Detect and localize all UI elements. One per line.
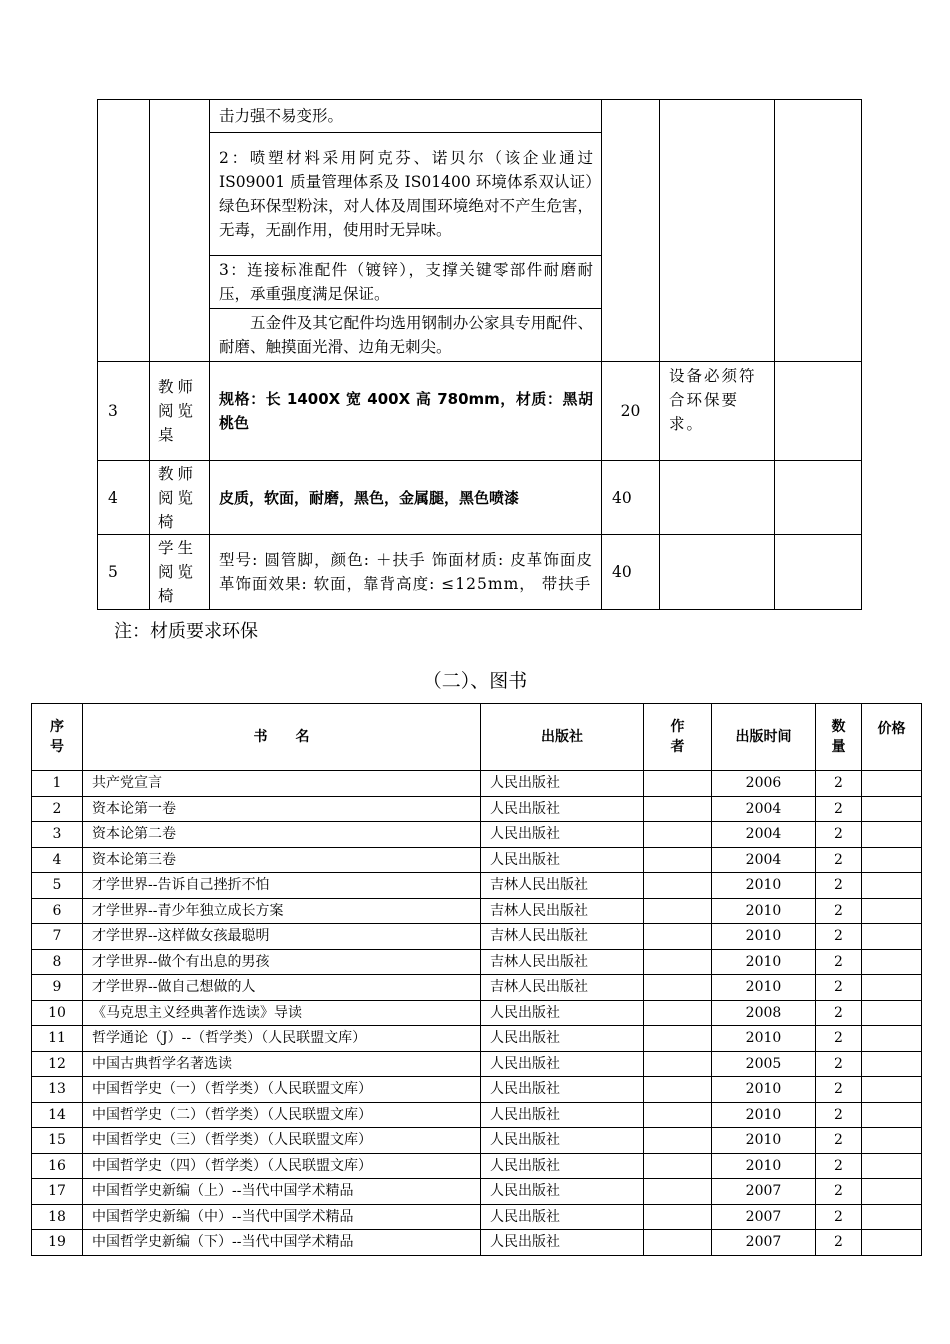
book-title: 才学世界--青少年独立成长方案 xyxy=(83,898,481,924)
note-cell xyxy=(660,100,775,362)
table-row xyxy=(32,898,922,924)
table-row xyxy=(32,796,922,822)
price-cell xyxy=(862,949,922,975)
seq-cell: 14 xyxy=(32,1102,83,1128)
book-title: 才学世界--告诉自己挫折不怕 xyxy=(83,873,481,899)
author-cell xyxy=(644,1102,712,1128)
author-cell xyxy=(644,1204,712,1230)
table-row xyxy=(98,461,862,535)
seq-cell: 7 xyxy=(32,924,83,950)
table-row xyxy=(32,1153,922,1179)
seq-cell: 19 xyxy=(32,1230,83,1256)
book-title: 中国哲学史新编（上）--当代中国学术精品 xyxy=(83,1179,481,1205)
year-cell: 2006 xyxy=(712,771,816,797)
table-row xyxy=(32,924,922,950)
author-cell xyxy=(644,847,712,873)
table-row xyxy=(32,1102,922,1128)
price-cell xyxy=(862,796,922,822)
spec-text: 皮质，软面，耐磨，黑色，金属腿，黑色喷漆 xyxy=(210,461,602,535)
qty-cell: 20 xyxy=(602,362,660,461)
seq-cell: 5 xyxy=(32,873,83,899)
year-cell: 2004 xyxy=(712,796,816,822)
books-table-body xyxy=(32,771,922,1256)
qty-cell: 2 xyxy=(816,1230,862,1256)
author-cell xyxy=(644,873,712,899)
book-title: 哲学通论（J）--（哲学类）（人民联盟文库） xyxy=(83,1026,481,1052)
book-title: 才学世界--这样做女孩最聪明 xyxy=(83,924,481,950)
year-cell: 2010 xyxy=(712,975,816,1001)
author-cell xyxy=(644,1026,712,1052)
author-cell xyxy=(644,924,712,950)
year-cell: 2010 xyxy=(712,949,816,975)
table-row xyxy=(32,822,922,848)
qty-cell: 2 xyxy=(816,975,862,1001)
year-cell: 2008 xyxy=(712,1000,816,1026)
year-cell: 2010 xyxy=(712,1102,816,1128)
price-cell xyxy=(862,822,922,848)
seq-cell: 17 xyxy=(32,1179,83,1205)
spec-text: 3：连接标准配件（镀锌），支撑关键零部件耐磨耐压，承重强度满足保证。 xyxy=(210,256,602,309)
publisher-cell: 人民出版社 xyxy=(481,1051,644,1077)
footnote: 注：材质要求环保 xyxy=(114,621,258,642)
header-date: 出版时间 xyxy=(712,704,816,771)
qty-cell: 2 xyxy=(816,1000,862,1026)
author-cell xyxy=(644,1230,712,1256)
publisher-cell: 人民出版社 xyxy=(481,1102,644,1128)
author-cell xyxy=(644,796,712,822)
seq-cell: 8 xyxy=(32,949,83,975)
table-row xyxy=(32,1077,922,1103)
seq-cell: 9 xyxy=(32,975,83,1001)
year-cell: 2007 xyxy=(712,1230,816,1256)
price-cell xyxy=(862,1230,922,1256)
furniture-table xyxy=(97,99,862,610)
extra-cell xyxy=(775,535,862,610)
seq-cell: 18 xyxy=(32,1204,83,1230)
seq-cell: 5 xyxy=(98,535,150,610)
table-row xyxy=(32,847,922,873)
seq-cell: 1 xyxy=(32,771,83,797)
price-cell xyxy=(862,771,922,797)
note-cell xyxy=(660,461,775,535)
year-cell: 2004 xyxy=(712,822,816,848)
table-row xyxy=(32,771,922,797)
table-row xyxy=(32,975,922,1001)
price-cell xyxy=(862,847,922,873)
qty-cell xyxy=(602,100,660,362)
author-cell xyxy=(644,822,712,848)
year-cell: 2010 xyxy=(712,873,816,899)
spec-text: 规格：长 1400X 宽 400X 高 780mm，材质：黑胡桃色 xyxy=(210,362,602,461)
book-title: 《马克思主义经典著作选读》导读 xyxy=(83,1000,481,1026)
qty-cell: 2 xyxy=(816,1102,862,1128)
seq-cell: 2 xyxy=(32,796,83,822)
spec-text: 五金件及其它配件均选用钢制办公家具专用配件、耐磨、触摸面光滑、边角无刺尖。 xyxy=(210,309,602,362)
name-cell xyxy=(150,100,210,362)
seq-cell: 16 xyxy=(32,1153,83,1179)
seq-cell: 4 xyxy=(98,461,150,535)
author-cell xyxy=(644,1000,712,1026)
year-cell: 2007 xyxy=(712,1204,816,1230)
publisher-cell: 人民出版社 xyxy=(481,796,644,822)
table-row xyxy=(32,873,922,899)
table-row xyxy=(98,362,862,461)
book-title: 资本论第三卷 xyxy=(83,847,481,873)
qty-cell: 40 xyxy=(602,461,660,535)
header-author: 作者 xyxy=(644,704,712,771)
publisher-cell: 人民出版社 xyxy=(481,1204,644,1230)
publisher-cell: 人民出版社 xyxy=(481,1077,644,1103)
table-row xyxy=(32,1204,922,1230)
author-cell xyxy=(644,1128,712,1154)
table-row xyxy=(32,1179,922,1205)
publisher-cell: 人民出版社 xyxy=(481,1000,644,1026)
qty-cell: 2 xyxy=(816,898,862,924)
qty-cell: 2 xyxy=(816,1077,862,1103)
header-title: 书 名 xyxy=(83,704,481,771)
author-cell xyxy=(644,1051,712,1077)
seq-cell: 11 xyxy=(32,1026,83,1052)
table-row xyxy=(32,1128,922,1154)
author-cell xyxy=(644,771,712,797)
publisher-cell: 人民出版社 xyxy=(481,1179,644,1205)
qty-cell: 2 xyxy=(816,1153,862,1179)
qty-cell: 2 xyxy=(816,1051,862,1077)
header-seq: 序号 xyxy=(32,704,83,771)
year-cell: 2010 xyxy=(712,924,816,950)
header-publisher: 出版社 xyxy=(481,704,644,771)
header-price: 价格 xyxy=(862,704,922,771)
qty-cell: 2 xyxy=(816,873,862,899)
spec-text: 击力强不易变形。 xyxy=(210,100,602,133)
year-cell: 2004 xyxy=(712,847,816,873)
author-cell xyxy=(644,1153,712,1179)
publisher-cell: 吉林人民出版社 xyxy=(481,898,644,924)
qty-cell: 2 xyxy=(816,1128,862,1154)
qty-cell: 2 xyxy=(816,1204,862,1230)
publisher-cell: 人民出版社 xyxy=(481,1128,644,1154)
publisher-cell: 吉林人民出版社 xyxy=(481,949,644,975)
publisher-cell: 吉林人民出版社 xyxy=(481,924,644,950)
price-cell xyxy=(862,1128,922,1154)
book-title: 中国哲学史新编（中）--当代中国学术精品 xyxy=(83,1204,481,1230)
extra-cell xyxy=(775,362,862,461)
qty-cell: 2 xyxy=(816,847,862,873)
qty-cell: 2 xyxy=(816,771,862,797)
seq-cell: 13 xyxy=(32,1077,83,1103)
author-cell xyxy=(644,1077,712,1103)
qty-cell: 2 xyxy=(816,949,862,975)
year-cell: 2010 xyxy=(712,1077,816,1103)
note-cell: 设备必须符合环保要求。 xyxy=(660,362,775,461)
year-cell: 2010 xyxy=(712,1128,816,1154)
qty-cell: 2 xyxy=(816,1179,862,1205)
price-cell xyxy=(862,924,922,950)
publisher-cell: 人民出版社 xyxy=(481,771,644,797)
publisher-cell: 吉林人民出版社 xyxy=(481,873,644,899)
table-row xyxy=(32,1051,922,1077)
book-title: 中国哲学史（四）（哲学类）（人民联盟文库） xyxy=(83,1153,481,1179)
extra-cell xyxy=(775,461,862,535)
book-title: 中国哲学史（二）（哲学类）（人民联盟文库） xyxy=(83,1102,481,1128)
qty-cell: 40 xyxy=(602,535,660,610)
seq-cell: 6 xyxy=(32,898,83,924)
header-qty: 数量 xyxy=(816,704,862,771)
year-cell: 2007 xyxy=(712,1179,816,1205)
books-table xyxy=(31,703,922,1256)
year-cell: 2010 xyxy=(712,1026,816,1052)
year-cell: 2010 xyxy=(712,1153,816,1179)
seq-cell: 12 xyxy=(32,1051,83,1077)
book-title: 中国古典哲学名著选读 xyxy=(83,1051,481,1077)
price-cell xyxy=(862,1051,922,1077)
table-row xyxy=(32,1026,922,1052)
seq-cell: 4 xyxy=(32,847,83,873)
seq-cell: 15 xyxy=(32,1128,83,1154)
book-title: 共产党宣言 xyxy=(83,771,481,797)
author-cell xyxy=(644,975,712,1001)
qty-cell: 2 xyxy=(816,822,862,848)
publisher-cell: 吉林人民出版社 xyxy=(481,975,644,1001)
section-title: （二）、图书 xyxy=(422,670,528,692)
book-title: 才学世界--做自己想做的人 xyxy=(83,975,481,1001)
qty-cell: 2 xyxy=(816,1026,862,1052)
seq-cell xyxy=(98,100,150,362)
spec-text: 型号: 圆管脚，颜色: ＋扶手 饰面材质: 皮革饰面皮革饰面效果: 软面，靠背高度: ≤125mm， 带扶手 xyxy=(210,535,602,610)
price-cell xyxy=(862,1153,922,1179)
qty-cell: 2 xyxy=(816,924,862,950)
price-cell xyxy=(862,1000,922,1026)
book-title: 才学世界--做个有出息的男孩 xyxy=(83,949,481,975)
extra-cell xyxy=(775,100,862,362)
book-title: 资本论第一卷 xyxy=(83,796,481,822)
publisher-cell: 人民出版社 xyxy=(481,1026,644,1052)
seq-cell: 3 xyxy=(98,362,150,461)
book-title: 中国哲学史（一）（哲学类）（人民联盟文库） xyxy=(83,1077,481,1103)
book-title: 中国哲学史（三）（哲学类）（人民联盟文库） xyxy=(83,1128,481,1154)
publisher-cell: 人民出版社 xyxy=(481,847,644,873)
book-title: 资本论第二卷 xyxy=(83,822,481,848)
note-cell xyxy=(660,535,775,610)
spec-text: 2：喷塑材料采用阿克芬、诺贝尔（该企业通过 IS09001 质量管理体系及 IS01400 环境体系双认证）绿色环保型粉沫，对人体及周围环境绝对不产生危害，无毒，无副作用，使用时无异味。 xyxy=(210,133,602,256)
author-cell xyxy=(644,949,712,975)
price-cell xyxy=(862,1179,922,1205)
price-cell xyxy=(862,898,922,924)
publisher-cell: 人民出版社 xyxy=(481,822,644,848)
author-cell xyxy=(644,898,712,924)
table-row xyxy=(98,535,862,610)
item-name: 教师阅览桌 xyxy=(150,362,210,461)
table-row xyxy=(32,1230,922,1256)
publisher-cell: 人民出版社 xyxy=(481,1230,644,1256)
item-name: 教师阅览椅 xyxy=(150,461,210,535)
seq-cell: 10 xyxy=(32,1000,83,1026)
item-name: 学生阅览椅 xyxy=(150,535,210,610)
price-cell xyxy=(862,873,922,899)
table-row xyxy=(32,949,922,975)
price-cell xyxy=(862,1102,922,1128)
publisher-cell: 人民出版社 xyxy=(481,1153,644,1179)
price-cell xyxy=(862,1077,922,1103)
year-cell: 2005 xyxy=(712,1051,816,1077)
author-cell xyxy=(644,1179,712,1205)
table-row xyxy=(98,100,862,133)
year-cell: 2010 xyxy=(712,898,816,924)
seq-cell: 3 xyxy=(32,822,83,848)
table-row xyxy=(32,1000,922,1026)
price-cell xyxy=(862,1026,922,1052)
table-header-row xyxy=(32,704,922,771)
book-title: 中国哲学史新编（下）--当代中国学术精品 xyxy=(83,1230,481,1256)
price-cell xyxy=(862,975,922,1001)
price-cell xyxy=(862,1204,922,1230)
qty-cell: 2 xyxy=(816,796,862,822)
